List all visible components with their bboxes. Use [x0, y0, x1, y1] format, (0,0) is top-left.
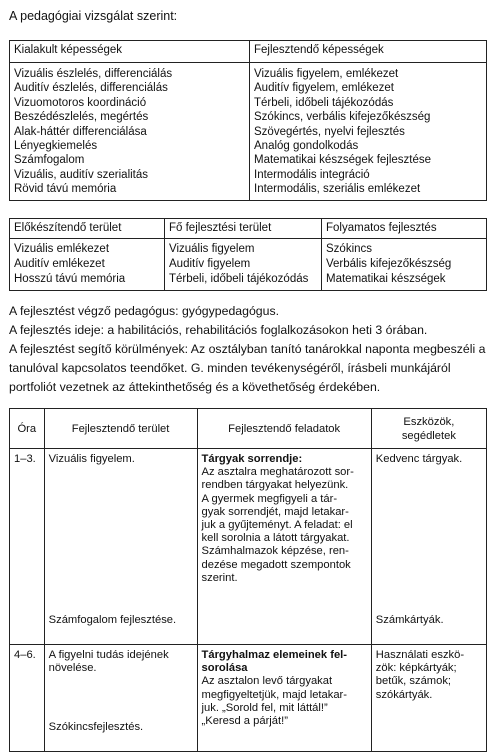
task-line: rendben tárgyakat helyezünk. — [201, 479, 349, 492]
tools-bottom: Számkártyák. — [375, 614, 444, 626]
list-item: Térbeli, időbeli tájékozódás — [254, 96, 394, 109]
lesson-number: 1–3. — [10, 449, 45, 645]
list-item: Auditív emlékezet — [14, 258, 105, 270]
paragraph-teacher: A fejlesztést végző pedagógus: gyógypedagógus. — [9, 304, 280, 318]
list-item: Alak-háttér differenciálása — [14, 125, 147, 138]
header-lesson: Óra — [10, 409, 45, 449]
header-preparatory-area: Előkészítendő terület — [10, 219, 165, 239]
header-abilities-to-develop: Fejlesztendő képességek — [250, 41, 487, 63]
list-item: Szókincs — [326, 243, 373, 255]
tools-cell — [371, 449, 486, 645]
continuous-development-list — [322, 239, 487, 291]
list-item: Vizuális figyelem — [169, 243, 255, 255]
paragraph-circumstances: A fejlesztést segítő körülmények: Az osztályban tanító tanárokkal naponta megbeszéli a tanulóval kapcsolatos teendőket. G. minden tevékenységéről, írásbeli munkájáról portfoliót vezetnek az áttekinthetőség és a követhetőség érdekében. — [9, 342, 486, 394]
area-top-line: A figyelni tudás idejének — [48, 649, 169, 661]
task-line: juk a gyűjteményt. A feladat: el — [201, 519, 353, 532]
task-line: „Keresd a párját!” — [201, 715, 288, 728]
task-line: szerint. — [201, 571, 238, 584]
list-item: Auditív észlelés, differenciálás — [14, 82, 168, 95]
task-cell — [197, 449, 371, 645]
header-area: Fejlesztendő terület — [44, 409, 197, 449]
preparatory-area-list — [10, 239, 165, 291]
area-cell — [44, 449, 197, 645]
tools-line: Használati eszkö- — [375, 649, 465, 661]
lesson-number: 4–6. — [10, 645, 45, 752]
table-row — [10, 449, 487, 645]
tools-line: szókártyák. — [375, 688, 433, 701]
task-line: juk. „Sorold fel, mit láttál!” — [201, 701, 328, 714]
tools-line: betűk, számok; — [375, 675, 452, 688]
task-line: Az asztalon levő tárgyakat — [201, 675, 333, 688]
area-top-line: növelése. — [48, 662, 97, 675]
list-item: Hosszú távú memória — [14, 273, 126, 285]
list-item: Számfogalom — [14, 154, 85, 167]
list-item: Intermodális, szeriális emlékezet — [254, 183, 421, 196]
lesson-plan-table — [9, 408, 487, 752]
list-item: Beszédészlelés, megértés — [14, 111, 149, 124]
list-item: Lényegkiemelés — [14, 140, 98, 153]
list-item: Vizuális figyelem, emlékezet — [254, 68, 399, 80]
list-item: Térbeli, időbeli tájékozódás — [169, 273, 309, 285]
list-item: Auditív figyelem — [169, 258, 251, 270]
task-line: kell sorolnia a látott tárgyakat. — [201, 532, 350, 545]
list-item: Szókincs, verbális kifejezőkészség — [254, 111, 431, 124]
abilities-table — [9, 40, 487, 201]
task-title: Tárgyak sorrendje: — [201, 453, 303, 465]
header-developed-abilities: Kialakult képességek — [10, 41, 250, 63]
task-line: A gyermek megfigyeli a tár- — [201, 492, 338, 505]
task-cell — [197, 645, 371, 752]
area-bottom: Számfogalom fejlesztése. — [48, 614, 177, 626]
list-item: Rövid távú memória — [14, 183, 117, 196]
header-tools — [371, 409, 486, 449]
description-paragraphs — [9, 302, 491, 397]
list-item: Analóg gondolkodás — [254, 140, 359, 153]
intro-heading: A pedagógiai vizsgálat szerint: — [9, 9, 178, 23]
header-tools-line: segédletek — [401, 429, 456, 442]
area-top: Vizuális figyelem. — [48, 453, 135, 465]
list-item: Vizuális emlékezet — [14, 243, 110, 255]
list-item: Matematikai készségek fejlesztése — [254, 154, 432, 167]
main-area-list — [165, 239, 322, 291]
area-cell — [44, 645, 197, 752]
tools-line: zök: képkártyák; — [375, 662, 457, 675]
task-line: Az asztalra meghatározott sor- — [201, 466, 354, 479]
tools-cell — [371, 645, 486, 752]
developed-abilities-list — [10, 63, 250, 201]
task-line: dezése megadott szempontok — [201, 558, 351, 571]
task-title-line: sorolása — [201, 662, 248, 675]
task-line: gyak sorrendjét, majd letakar- — [201, 505, 349, 518]
list-item: Auditív figyelem, emlékezet — [254, 82, 394, 95]
list-item: Matematikai készségek — [326, 273, 446, 285]
tools-top: Kedvenc tárgyak. — [375, 453, 463, 465]
list-item: Intermodális integráció — [254, 168, 370, 181]
list-item: Vizuomotoros koordináció — [14, 96, 147, 109]
development-areas-table — [9, 218, 487, 291]
header-tasks: Fejlesztendő feladatok — [197, 409, 371, 449]
list-item: Verbális kifejezőkészség — [326, 258, 452, 270]
area-bottom: Szókincsfejlesztés. — [48, 721, 144, 733]
list-item: Vizuális, auditív szerialitás — [14, 168, 149, 181]
task-title-line: Tárgyhalmaz elemeinek fel- — [201, 649, 348, 661]
paragraph-time: A fejlesztés ideje: a habilitációs, rehabilitációs foglalkozásokon heti 3 órában. — [9, 323, 428, 337]
header-continuous-development: Folyamatos fejlesztés — [322, 219, 487, 239]
table-row — [10, 645, 487, 752]
header-tools-line: Eszközök, — [403, 415, 455, 428]
list-item: Szövegértés, nyelvi fejlesztés — [254, 125, 405, 138]
header-main-area: Fő fejlesztési terület — [165, 219, 322, 239]
abilities-to-develop-list — [250, 63, 487, 201]
task-line: megfigyeltetjük, majd letakar- — [201, 688, 348, 701]
task-line: Számhalmazok képzése, ren- — [201, 545, 349, 558]
list-item: Vizuális észlelés, differenciálás — [14, 68, 173, 80]
